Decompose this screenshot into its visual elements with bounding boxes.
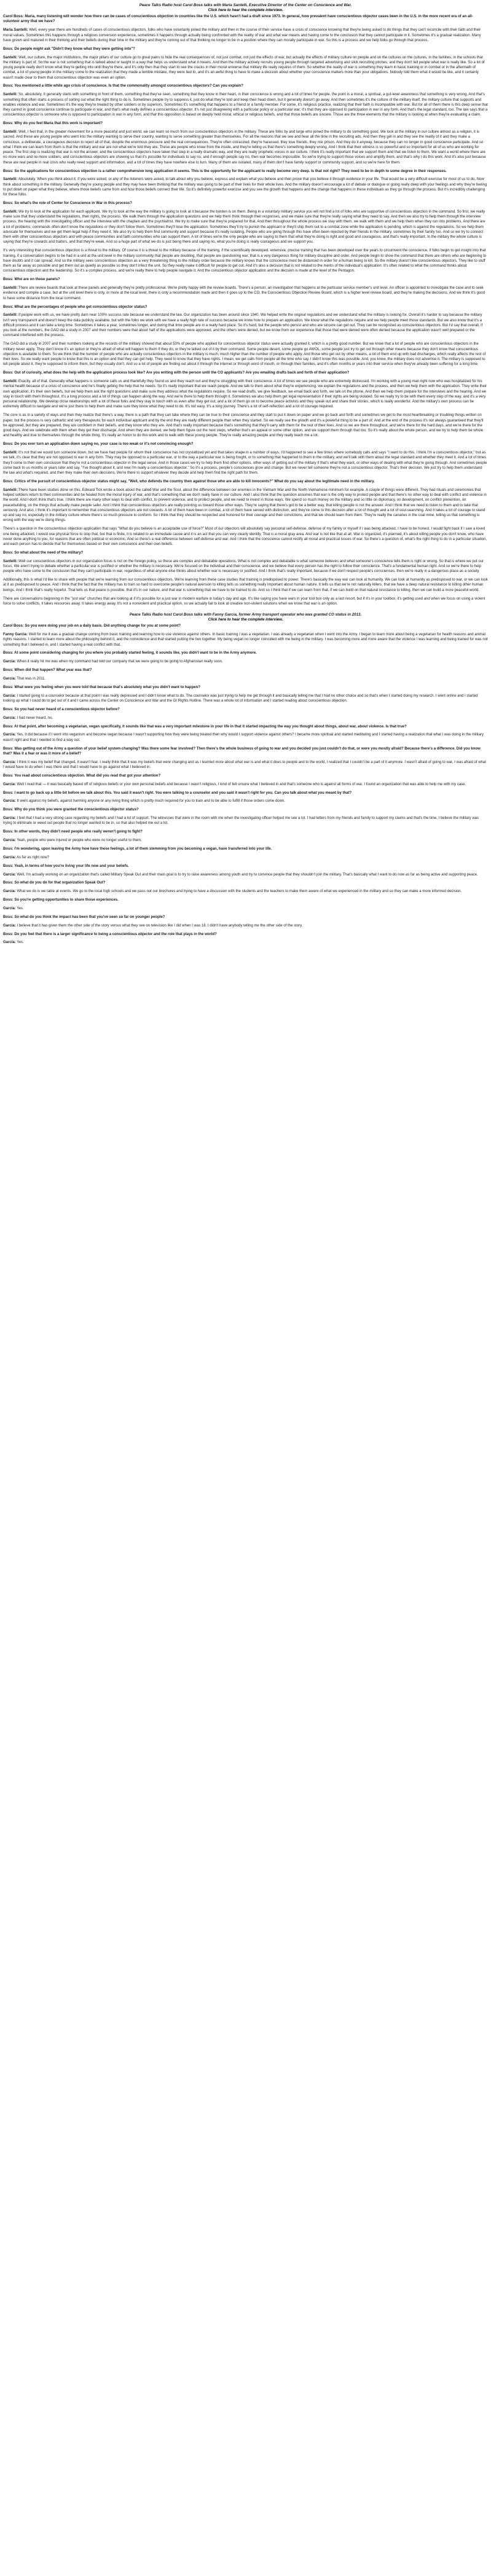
speaker-name: Boss: — [3, 442, 14, 447]
interviewer-question — [3, 651, 488, 656]
guest-answer — [3, 286, 488, 301]
paragraph-text: I had never heard, no. — [17, 716, 53, 720]
paragraph-text: In other words, they didn't need people who really weren't going to fight? — [14, 830, 143, 834]
speaker-name: Boss: — [3, 791, 14, 795]
paragraph-text: Why do you think you were granted the conscientious objector status? — [14, 808, 139, 812]
guest-answer — [3, 559, 488, 574]
speaker-name: Santelli: — [3, 286, 18, 291]
speaker-name: Boss: — [3, 550, 14, 555]
paragraph-text: There are review boards that look at these panels and generally they're pretty professional. We're pretty happy with the review boards. There's a person, an investigation that happens at the particular service member's unit level. An officer is appointed to investigate the case and to seek evidence and compile a case, but at the unit level there is only, or more at the local level, there is only a recommendation made and then it goes up to the CO, the Conscientious Objection Review Board, which is a higher level review board, and they're making the decisions. And we think it's good to have some distance from the local command. — [3, 286, 485, 300]
guest-answer — [3, 597, 488, 607]
speaker-name: Garcia: — [3, 890, 16, 894]
speaker-name: Boss: — [3, 746, 14, 751]
interviewer-question — [3, 915, 488, 920]
guest-answer — [3, 760, 488, 770]
speaker-name: Boss: — [3, 84, 14, 88]
interviewer-question — [3, 864, 488, 869]
guest-answer — [3, 732, 488, 743]
guest-answer — [3, 782, 488, 787]
paragraph-text: The GAO did a study in 2007 and their numbers looking at the records of the military showed that about 53% of people who applied for conscientious objector status were actually granted it, which is a pretty good number. But we know that a lot of people who are conscientious objectors in the military never apply. They don't know it's an option or they're afraid of what will happen to them if they do, or they're talked out of it by their command. Some people desert, some people go AWOL, some people just try to get out through other means because they don't know that conscientious objection is available to them. So we think that the number of people who are actually conscientious objectors in the military is much, much higher than the number of people who apply. And those who get out by other means, a lot of them end up with bad discharges, which really affects the rest of their lives. So we really want people to know that this is an option and that they can get help. They need to know that they have rights. I mean, we get calls from people all the time who say, I didn't know this was possible. And, you know, the military does not advertise it. The military is supposed to tell people about it, they're supposed to inform them, but they usually don't. And so a lot of people are finding out about it through the internet or through word of mouth, or through their families, and it's often months or years into their service when they've already been suffering for a long time. — [3, 342, 486, 367]
paragraph-text: What we do is we table at events. We go to the local high schools and we pass out our brochures and trying to have a discussion with the students and the teachers to make them aware of what we experienced in the military and so they can make a more informed decision. — [17, 890, 462, 894]
speaker-name: Boss: — [3, 371, 14, 375]
guest-answer — [3, 379, 488, 410]
paragraph-text: If people work with us, we have pretty darn near 100% success rate because we understand the law. Our organization has been around since 1940. We helped write the original regulations and we understand what the military is looking for. Overall it's harder to say because the military isn't very transparent and doesn't keep the data publicly available, but with the folks we work with we have a really high rate of success because we know how to prepare an application. We know what the regulations require and we help people meet those standards. But we also know that it's a difficult process and it can take a long time. Sometimes it takes a year, sometimes longer, and during that time people are in a really hard place. So it's hard, but the people who persist and who are sincere can get out. They can be recognized as conscientious objectors. But I'd say that overall, if you look at the numbers, the GAO did a study in 2007 and their numbers were that about half of the applications were approved, and the others were denied, but we know from our experience that those that were denied were often denied because the application wasn't well prepared or the command interfered with the process. — [3, 313, 483, 338]
section-title: Peace Talks Radio host Carol Boss talks with Fanny Garcia, former Army transport operator who was granted CO status in 2013. — [129, 613, 362, 617]
interview-section-garcia — [3, 613, 488, 945]
speaker-name: Boss: — [3, 651, 14, 656]
speaker-name: Garcia: — [3, 716, 16, 720]
speaker-name: Garcia: — [3, 839, 16, 843]
speaker-name: Garcia: — [3, 907, 16, 911]
paragraph-text: What were you feeling when you were told that because that's absolutely what you didn't want to happen? — [14, 685, 200, 689]
interview-section-santelli — [3, 3, 488, 606]
guest-answer — [3, 209, 488, 245]
paragraph-text: Why do you feel Maria that this work is important? — [14, 122, 103, 126]
speaker-name: Santelli: — [3, 55, 18, 60]
interviewer-question — [3, 847, 488, 851]
paragraph-text: When it really hit me was when my command had told our company that we were going to be going to Afghanistan really soon. — [17, 660, 223, 664]
guest-answer — [3, 55, 488, 80]
speaker-name: Santelli: — [3, 130, 18, 135]
paragraph-text: Absolutely. When you think about it, if you were asked, or any of the listeners were asked, to talk about why you believe, express and explain what you believe and then prove that you believe it through evidence in your life. That would be a very difficult exercise for most of us to do. Now think about something in the military. Generally they're young people and they may have been thinking that the military was going to be part of their lives for their whole lives. And the military doesn't encourage a lot of debate or dialogue or going really deep with your feelings and why they're feeling to put down on paper what they believe, where those beliefs came from and how those beliefs connect their life. So it's definitely powerful exercise and you see the growth that happens and the change that happens in these individuals as they go through the process. But it's incredibly challenging for these folks. — [3, 178, 487, 197]
paragraph-text: At some point considering changing for you where you probably started feeling, it sounds like, you didn't want to be in the Army anymore. — [14, 651, 257, 656]
paragraph-text: So, absolutely. It generally starts with something in front of them, something that they've seen, something that they know in their heart, in their conscience is wrong and a lot of times for people, the point is a moral, a spiritual, a gut-level awareness that something is very wrong. And that's something that often starts a process of sorting out what the right thing to do is. Sometimes people try to suppress it, just do what they're told and keep their head down, but it generally doesn't go away. And then sometimes it's the culture of the military itself, the military culture that supports and enables violence and war. Sometimes it's the way they're treated by other soldiers or by superiors. Sometimes it's something that happens to a friend or a family member. For some, it's religious practice, realizing that their faith is incompatible with war. But for all of them there is this deep sense that they cannot in good conscience continue to participate in war, and that's what really defines a conscientious objector. It's not just disagreeing with a particular policy or a particular war; it's that they are opposed to participation in war in any form. And that's the legal standard, too. The law says that a conscientious objector is someone who is opposed to participation in war in any form, and that this opposition is based on deeply held moral, ethical or religious beliefs, and that those beliefs are sincere. Those are the three elements that the military is looking at when they're evaluating a claim. — [3, 93, 488, 117]
speaker-name: Boss: — [3, 668, 14, 673]
interviewer-question — [3, 121, 488, 126]
paragraph-text: So you were doing your job on a daily basis. Did anything change for you at some point? — [25, 624, 181, 628]
guest-answer — [3, 577, 488, 593]
speaker-name: Santelli: — [3, 559, 18, 563]
speaker-name: Santelli: — [3, 313, 18, 318]
speaker-name: Garcia: — [3, 923, 16, 928]
speaker-name: Garcia: — [3, 782, 16, 786]
speaker-name: Boss: — [3, 915, 14, 919]
guest-answer — [3, 248, 488, 273]
guest-answer — [3, 177, 488, 197]
guest-answer — [3, 488, 488, 523]
guest-answer — [3, 940, 488, 945]
paragraph-text: Well, I feel that, in the greater movement for a more peaceful and just world, we can learn so much from our conscientious objectors in the military. These are folks by and large who joined the military to do something good. We look at the military in our culture almost as a religion, it is sacred. And these are young people who went into the military wanting to serve their country, wanting to serve something greater than themselves. For all the reasons that we see and hear all the time in the recruiting ads. And then they get in and they see the reality of it and they make a conscious, a deliberate, a courageous decision to reject all of that, despite the enormous pressure and the real consequences. They're often ostracized, they're harassed, they lose friends, they risk prison. And they do it anyway, because they can no longer in good conscience participate. And so what I think we can learn from them is that the military and war are not what we're told they are. These are people who know from the inside, and they're telling us that there's something deeply wrong. And I think that their witness is so powerful and so important for all of us who are working for peace. The first step is realizing that war is not the answer, and the conscientious objectors have taken that step in a really dramatic way, and they are really prophetic voices in our culture. I think it's really important that we support them and that we listen to them. We want a world where there are no more wars and no more soldiers, and conscientious objectors are showing us that it's possible for individuals to say no, and if enough people say no, then war becomes impossible. So we're trying to support those voices and amplify them, and that's why I do this work. And it's also just because these are real people in real crisis who really need support and information, and a lot of times they have nowhere else to turn. Many of them are isolated, many of them don't have family support or community support, and so we're here for them. — [3, 130, 486, 165]
speaker-name: Santelli: — [3, 93, 18, 97]
interviewer-question — [3, 932, 488, 937]
speaker-name: Boss: — [3, 202, 14, 206]
guest-answer — [3, 838, 488, 843]
paragraph-text: Maria, many listening will wonder how there can be cases of conscientious objection in countries like the U.S. which hasn't had a draft since 1973. In general, how prevalent have conscientious objector cases been in the U.S. in the more recent era of an all-volunteer army that we have? — [3, 15, 473, 24]
interviewer-question — [3, 668, 488, 673]
interviewer-question — [3, 84, 488, 88]
guest-answer — [3, 676, 488, 681]
speaker-name: Boss: — [3, 830, 14, 834]
paragraph-text: Exactly, all of that. Generally what happens is someone calls us and thankfully they found us and they reach out and they're struggling with their conscience. A lot of times we see people who are extremely distressed. I'm working with a young man right now who was hospitalized for his mental health because of a crisis of conscience and he's finally getting the help that he needs. So it's really important that we reach people. And we talk to them about what they're experiencing, we explain the regulations and the process, and then we help them with the application. They write their own application, it's their own beliefs, but we help them ask the right questions and make sure they address what the regulations require. So we read drafts, we give feedback, we email back and forth, we talk on the phone. And then we help them prepare for the interviews and the hearing. And we stay in touch with them throughout. It's a long process and a lot of things can happen along the way. And we're there to help them through it. Sometimes we also help them get legal representation if their rights are being violated. So we really try to be with them every step of the way, and it's a very personal relationship. We develop close relationships with a lot of these folks and they stay in touch with us even after they get out, and a lot of them go on to become peace activists and they speak out and share their stories, which is really wonderful. And the military's own process can be extremely difficult to navigate and we're just there to help them and make sure they know what they need to do. It's not easy. It's a long journey. There's a lot of self-reflection and a lot of courage required. — [3, 380, 487, 409]
paragraph-text: When did that happen? What year was that? — [14, 668, 92, 673]
paragraph-text: We try to look at the application for each applicant. We try to look at the way the military is going to look at it because the burden is on them. Being in a voluntary military service you will not find a lot of folks who are supportive of conscientious objection in the command. So first, we really make sure that they understand the regulations, their rights, the process. We walk them through the application questions and we help them think through their responses, and we make sure that they're really saying what they need to say. And then we also try to help them through the interview process, the hearing with the investigating officer and the interview with the chaplain and the psychiatrist. We try to make sure that they're prepared for that. And then throughout the whole process we stay with them, we walk with them and we help them when they run into problems. And there are a lot of problems; commands often don't know the regulations or they don't follow them. Sometimes they'll lose the application. Sometimes they'll try to punish the applicant or they'll ship them out to a combat zone while the application is pending, which is against the regulations. So we help them advocate for themselves and we get them legal help if they need it. We also try to help them find community and support because it's really isolating. People who are going through this have often been rejected by their friends in the military, sometimes by their family too. And so we try to connect them with other conscientious objectors and with peace communities and faith communities who can support them. A lot of times we're the only people who are saying to them that what they're doing is right and good and courageous, and that's really important. In the military the whole culture is saying that they're cowards and traitors, and that they're weak. And so a huge part of what we do is just being there and saying no, what you're doing is really courageous and we support you. — [3, 209, 485, 245]
speaker-name: Santelli: — [3, 488, 18, 492]
paragraph-text: So what do you do for that organization Speak Out? — [14, 881, 106, 885]
section-header — [3, 613, 488, 622]
paragraph-text: Yes, it did because if I went into veganism and become vegan because I wasn't supporting how they were being treated then why would I support violence against others? I became more spiritual and started meditating and I started having a realization that what I was doing in the military wasn't right and that I needed to find a way out. — [3, 733, 484, 742]
speaker-name: Garcia: — [3, 872, 16, 877]
guest-answer — [3, 413, 488, 438]
speaker-name: Boss: — [3, 707, 14, 711]
paragraph-text: I feel that I had a very strong case regarding my beliefs and I had a lot of support. The witnesses that were in the room with me when the investigating officer helped me see a lot. I had letters from my friends and family to support my claims and that's the time, I believe the military was trying to eliminate or weed out people that no longer wanted to be in, so that also helped me out a lot. — [3, 816, 479, 826]
interviewer-question — [3, 370, 488, 375]
paragraph-text: It's very interesting that conscientious objection is a threat to the military. Of course it is a threat to the military because of the training, if the scientifically developed, extensive, precise training that has been developed over the years to circumvent the conscience, if folks begin to get insight into that training, if a conversation begins to be had in a unit at the unit level in the military community that people are doubting, that people are questioning war, that is a very dangerous thing for military discipline and order. And people begin to show the command that there are others who are beginning to have doubts and it can spread. And so the military sees conscientious objection as a very threatening thing to the military order because the military knows that the conscience must be distanced in order for a human being to kill. So the military doesn't like conscientious objectors. They like to stuff them as far away as possible and get them out as quietly as possible so they don't infect the unit. So they really make it difficult for people to get out. And it's also a decision that is not related to the merits of the individual's application. It's often related to what the command thinks about conscientious objection and the leadership. So it's a complex process, and we're really there to help people navigate it. And the conscientious objector application and the decision is made at the level of the Pentagon. — [3, 249, 487, 273]
guest-answer — [3, 92, 488, 117]
speaker-name: Fanny Garcia: — [3, 633, 28, 637]
interviewer-question — [3, 791, 488, 796]
interviewer-question — [3, 277, 488, 282]
paragraph-text: Do you feel that there is a larger significance to being a conscientious objector and the role that plays in the world? — [14, 932, 217, 936]
paragraph-text: Yes. — [17, 907, 24, 911]
interviewer-question — [3, 898, 488, 902]
guest-answer — [3, 872, 488, 877]
interviewer-question — [3, 807, 488, 812]
paragraph-text: That was in 2011. — [17, 677, 46, 681]
paragraph-text: You mentioned a little while ago crisis of conscience. Is that the commonality amongst conscientious objectors? Can you explain? — [14, 84, 243, 88]
paragraph-text: Yeah, in terms of how you're living your life now and your beliefs. — [14, 864, 129, 868]
hear-interview-link[interactable]: Click here to hear the complete interview. — [208, 617, 283, 622]
paragraph-text: I started going to a counselor because at that point I was really depressed and I didn't know what to do. The counselor was just trying to help me get through it and basically telling me that I had no other choice and so that's when I started doing my research. I went online and I started looking up what I could do to get out of it and I came across the Center on Conscience and War and the GI Rights Hotline. There was a whole lot of information and I started reading about conscientious objection. — [3, 694, 478, 703]
guest-answer — [3, 450, 488, 476]
paragraph-text: Well for me it was a gradual change coming from basic training and learning how to use violence against others. In basic training I was a vegetarian. I was already a vegetarian when I went into the Army. I began to learn more about being a vegetarian for health reasons and animal rights reasons. I started to learn more about the philosophy behind it, and the nonviolence and that started putting the two together. My being vegan no longer coincided with me being in the military. I was becoming more and more aware that the violence I was learning and being trained for was not something that I believed in, and I started having a real conflict with that. — [3, 633, 488, 647]
speaker-name: Santelli: — [3, 380, 18, 384]
paragraph-text: Do people might ask "Didn't they know what they were getting into"? — [14, 47, 135, 51]
paragraph-text: So you had never heard of a conscientious objector before? — [14, 707, 120, 711]
speaker-name: Maria Santelli: — [3, 28, 28, 33]
paragraph-text: Critics of the pursuit of conscientious objector status might say, "Well, who defends the country then against those who are able to kill innocents?" What do you say about the legitimate need in the military. — [14, 479, 375, 483]
guest-answer — [3, 855, 488, 860]
speaker-name: Santelli: — [3, 209, 18, 214]
speaker-name: Boss: — [3, 169, 14, 173]
interviewer-question — [3, 47, 488, 52]
speaker-name: Boss: — [3, 724, 14, 729]
speaker-name: Santelli: — [3, 178, 18, 182]
interviewer-question — [3, 305, 488, 310]
speaker-name: Boss: — [3, 305, 14, 309]
interviewer-question — [3, 724, 488, 729]
interviewer-question — [3, 773, 488, 778]
hear-interview-link[interactable]: Click here to hear the complete interview. — [208, 8, 283, 13]
paragraph-text: Additionally, this is what I'd like to share with people that we're learning from our conscientious objectors. We're learning from these case studies that training is predisposed to power. There's basically the way war can look at humanity. We can look at humanity as predisposed to war, or we can look at it as predisposed to peace. And I think that the fact that the military has to train so hard to overcome people's natural aversion to killing tells us something really important about human nature. It tells us that we're not naturally killers, that we have a deep natural resistance to killing other human beings. And I think that's really hopeful. That tells us that peace is possible, that it's in our nature, and that war is something that we have to be trained to do. And so I think that if we can learn from that, if we can build on that natural resistance to killing, then we can build a more peaceful world. — [3, 578, 488, 592]
speaker-name: Boss: — [3, 898, 14, 902]
interviewer-question — [3, 746, 488, 757]
interviewer-question — [3, 624, 488, 628]
guest-answer — [3, 816, 488, 826]
speaker-name: Boss: — [3, 864, 14, 868]
guest-answer — [3, 313, 488, 338]
interviewer-question — [3, 442, 488, 447]
paragraph-text: Do you ever turn an application down saying no, your case is too weak or it's not convincing enough? — [14, 442, 194, 447]
paragraph-text: So you're getting opportunities to share those experiences. — [14, 898, 119, 902]
guest-answer — [3, 28, 488, 43]
interviewer-question — [3, 829, 488, 834]
speaker-name: Boss: — [3, 932, 14, 936]
speaker-name: Boss: — [3, 479, 14, 483]
interviewer-question — [3, 14, 488, 25]
speaker-name: Garcia: — [3, 855, 16, 859]
speaker-name: Carol Boss: — [3, 624, 24, 628]
paragraph-text: There's a question in the conscientious objection application that says "What do you believe is an acceptable use of force?" Most of our objectors will absolutely say personal self-defense, defense of my family or myself if I was being attacked, I have to be honest, I would fight back if I saw a loved one being attacked, I would use physical force to stop that, but that is finite, it is related to an immediate cause and it is an act that you can very clearly identify. That is a moral gray area. And war is not like that at all. War is organized, it's planned, it's about killing people you don't know, who have never done anything to you, for reasons that are often political or economic. And so there's a real difference between self-defense and war. And I think that the conscience cannot rectify all moral and practical issues of war. So there's a question of, what's the right thing to do in a particular situation, and each person has to decide that for themselves based on their own conscience and their own beliefs. — [3, 527, 487, 547]
transcript-page — [0, 0, 491, 957]
paragraph-text: I want to go back up a little bit before we talk about this. You said it wasn't right. You were talking to a counselor and you said it wasn't right for you. Can you talk about what you meant by that? — [14, 791, 352, 795]
paragraph-text: Yes. — [17, 941, 24, 945]
speaker-name: Boss: — [3, 122, 14, 126]
interviewer-question — [3, 880, 488, 885]
paragraph-text: What are the percentages of people who get conscientious objector status? — [14, 305, 147, 309]
paragraph-text: So the applications for conscientious objection is a rather comprehensive long application it seems. This is the opportunity for the applicant to really become very deep. Is that not right? They need to be in depth to some degree in their responses. — [14, 169, 447, 173]
paragraph-text: You read about conscientious objection. What did you read that got your attention? — [14, 773, 161, 778]
transcript-body — [3, 14, 488, 606]
guest-answer — [3, 906, 488, 911]
guest-answer — [3, 527, 488, 547]
paragraph-text: As far as right now? — [17, 855, 50, 859]
paragraph-text: Well our conscientious objectors in our organization focus is not on the foreign policy, so these are complex and debatable operations. What is not complex and debatable is what someone believes and what someone's conscience tells them is right or wrong. So that is where we put our focus. We aren't trying to debate whether a particular war is justified or whether the military is necessary. We're focused on the individual and their conscience, and we believe that every person has the right to follow their conscience. That's a fundamental human right. And so we're there to help people who have come to the conclusion that they can't participate in war, regardless of what anyone else thinks about whether war is necessary or justified. And I think that's really important, because if we don't respect people's consciences, then we're really in a dangerous place as a society. — [3, 559, 484, 574]
guest-answer — [3, 923, 488, 928]
interviewer-question — [3, 685, 488, 690]
guest-answer — [3, 799, 488, 804]
section-title: Peace Talks Radio host Carol Boss talks with Maria Santelli, Executive Director of the Center on Conscience and War. — [139, 3, 352, 7]
paragraph-text: It's not that we would turn someone down, but we have had people for whom their conscience has not crystallized yet and that takes shape in a number of ways. I'd happened to see a few times where somebody calls and says "I want to do this, I think I'm a conscientious objector," but as we talk, it's clear that they are not opposed to war in any form. They may be opposed to a particular war, or to the way a particular war is being fought, or to something that happened to them in the military, and we'll talk with them about the legal standard and whether they meet it. And a lot of times they'll come to their own conclusion that they're not a conscientious objector in the legal sense. And in those cases we try to help them find other options, other ways of getting out of the military if that's what they want, or other ways of dealing with what they're going through. And sometimes people come back to us months or years later and say, "I've thought about it, and now I'm really a conscientious objector." So it's a process, people's consciences grow and change. But we never tell someone they're not a conscientious objector. That's their decision. We just try to help them understand the law and what's required, and then they make their own decisions. We're there to support whatever they decide and help them find the right path for them. — [3, 451, 487, 476]
speaker-name: Boss: — [3, 847, 14, 851]
transcript-body — [3, 624, 488, 945]
paragraph-text: Yeah, people who were injured or people who were no longer useful to them. — [17, 839, 142, 843]
speaker-name: Boss: — [3, 881, 14, 885]
speaker-name: Carol Boss: — [3, 15, 24, 19]
paragraph-text: I'm wondering, upon leaving the Army how have these feelings, a lot of them stemming from you becoming a vegan, have transferred into your life. — [14, 847, 272, 851]
paragraph-text: There have been studies done on this. Edward Tick wrote a book about the called War and the Soul, about the difference between our enemies in the Vietnam War and the North Vietnamese minimum for example. A couple of things were different. They had rituals and ceremonies that helped soldiers return to their communities and be healed from the moral injury of war, and that's something that we don't really have in our culture. And I also think that the question assumes that war is the only way to protect people and that there's no other way to deal with conflict and violence in the world. And I don't think that's true. I think there are many other ways to deal with conflict, to prevent violence, and to protect people, and we need to invest in those ways. We spend so much money on the military and so little on diplomacy, on development, on conflict prevention, on peacebuilding, on the things that actually make people safer. And I think that conscientious objectors are really pointing us toward those other ways. They're saying that there's got to be a better way, that killing people is not the answer. And I think that we need to listen to them and to take that seriously. And also, I think it's important to remember that conscientious objectors are not cowards. A lot of them have been in combat, a lot of them have served with distinction, and they've come to this decision after a lot of thought and a lot of soul-searching. And it takes a lot of courage to stand up and say no, especially in the military culture where there's so much pressure to conform. So I think that they should be respected and honored for their courage and their convictions, and that we should learn from them. They're really the canaries in the coal mine, telling us that something is wrong with the way we're doing things. — [3, 488, 487, 523]
paragraph-text: At that point, after becoming a vegetarian, vegan specifically, it sounds like that was a very important milestone in your life in that it started impacting the way you thought about things, about war, about violence. Is that true? — [14, 724, 407, 729]
paragraph-text: I think it was my belief that changed, it wasn't fear. I really think that it was my beliefs that were changing and as I learned more about what war is and what it does to people and to the world, I realized that I couldn't be a part of it anymore. I wasn't afraid of going to war, I was afraid of what I would have to do when I was there and that I would have to go against what I believed in. — [3, 760, 486, 769]
paragraph-text: Out of curiosity, what does the help with the application process look like? Are you writing with the person until the CO applicants? Are you emailing drafts back and forth of their application? — [14, 371, 350, 375]
guest-answer — [3, 659, 488, 664]
guest-answer — [3, 694, 488, 704]
paragraph-text: I believe that it has given them the other side of the story versus what they see on television like I did when I was 18. I didn't have anybody telling me the other side of the story. — [17, 923, 303, 928]
paragraph-text: Well, I'm actually working on an organization that's called Military Speak Out and their main goal is to try to raise awareness among youth and try to convince people that they shouldn't join the military. That's basically what I want to do now as far as being active and supporting peace. — [17, 872, 478, 877]
interviewer-question — [3, 201, 488, 206]
guest-answer — [3, 716, 488, 721]
speaker-name: Boss: — [3, 685, 14, 689]
paragraph-text: Well, our culture, the major institutions, the major pillars of our culture go to great pains to hide the real consequences of, not just combat, not just the effects of war, but actually the effects of military culture on people and on the cultures on the cultures, in the families, in the schools that the military is part of. So the war is not something that is talked about or taught in a way that helps us understand what it means. And then the military actively recruits young people through targeted advertising and slick recruiting pitches, and they don't tell people what war is really like. So a lot of young people really don't know what they're getting into until they're there, and it's only then that they start to see the cracks in their moral universe that military life really requires of them. So whether the reality of war is something they learn in basic training or in combat or in the aftermath of combat, a lot of young people in the military come to the realization that they made a terrible mistake, they were lied to, and it's an awful thing to have to make a decision about whether your conscience matters more than your obligations. Nobody told them what it would be like, and it certainly wasn't made clear to them that conscientious objection was even an option. — [3, 55, 485, 80]
speaker-name: Boss: — [3, 773, 14, 778]
speaker-name: Garcia: — [3, 677, 16, 681]
speaker-name: Boss: — [3, 808, 14, 812]
guest-answer — [3, 342, 488, 367]
guest-answer — [3, 889, 488, 894]
speaker-name: Garcia: — [3, 760, 16, 764]
paragraph-text: Who are on these panels? — [14, 278, 60, 282]
interviewer-question — [3, 550, 488, 555]
speaker-name: Garcia: — [3, 733, 16, 737]
paragraph-text: Well I read that — it was basically based off of religious beliefs or your own personal beliefs and because I wasn't religious, I kind of felt unsure what I believed in and that's someone who is against all forms of war. I found an organization that was able to help me with my case. — [17, 782, 466, 786]
speaker-name: Garcia: — [3, 799, 16, 804]
interviewer-question — [3, 479, 488, 484]
speaker-name: Garcia: — [3, 816, 16, 821]
paragraph-text: It went against my beliefs, against harming anyone or any living thing which is pretty much required for you to train and to be able to fulfill if those orders come down. — [17, 799, 285, 804]
speaker-name: Garcia: — [3, 941, 16, 945]
guest-answer — [3, 632, 488, 648]
interviewer-question — [3, 707, 488, 712]
speaker-name: Garcia: — [3, 694, 16, 698]
speaker-name: Garcia: — [3, 660, 16, 664]
guest-answer — [3, 130, 488, 165]
paragraph-text: There are conversations beginning in the "just war" churches that are looking at if it's possible for a just war in modern warfare in today's day and age. It's like saying you have wars in your tool box only as a last resort, but if it's in your toolbox, it's getting used and when we focus on using a violent force to solve conflicts, it takes resources away. It takes energy away. It's not a nonviolent and practical option, so we actually fail to look at creative non-violent solutions when we know that war is an option. — [3, 597, 485, 606]
paragraph-text: So what about the need of the military? — [14, 550, 84, 555]
speaker-name: Boss: — [3, 278, 14, 282]
section-header — [3, 3, 488, 13]
speaker-name: Boss: — [3, 47, 14, 51]
interviewer-question — [3, 169, 488, 174]
paragraph-text: Well, every year there are hundreds of cases of conscientious objectors, folks who have voluntarily joined the military and then in the course of their service have a crisis of conscience knowing that they're being asked to do things that they can't reconcile with their faith and their moral values. Sometimes this happens through a religious conversion experience, sometimes it happens through actually being confronted with the reality of war and what war means and having come to the conclusion that they cannot participate in it. Sometimes it's a gradual realization. Many have grown and matured in their thinking and their beliefs during their time in the military and they're coming out of that thinking no longer to be in a position where they can morally participate in war. So this is a process and we help folks go through that process. — [3, 28, 481, 42]
paragraph-text: So what's the role of Center for Conscience in War in this process? — [14, 202, 132, 206]
paragraph-text: Was getting out of the Army a question of your belief system changing? Was there some fear involved? Then there's the whole business of going to war and you decided you just couldn't do that, or were you mostly afraid? Because there's a difference. Did you know that? Was it a fear or was it more of a belief? — [3, 746, 481, 756]
paragraph-text: The core is as in a variety of ways and then they realize that there's a way, there is a path that they can take where they can be true to their conscience and they start to put it down on paper and we go back and forth and sometimes we get to the most heartbreaking or troubling things written on paper, but the process is very cathartic and very therapeutic for each individual applicant and by the end they are really different people than when they started. So we really see the growth and it's a powerful thing to be a part of. And at the end of the process it's not always guaranteed that they'll be approved, but they are prepared, they are confident in their beliefs, and they know who they are. And that's really important because that's something that they'll carry with them for the rest of their lives. And so we are there throughout, and we're there for the hard days, and we're there for the good days. And we celebrate with them when they get their discharge. And when they are denied, we help them figure out the next steps, whether that's an appeal or some other option, and we support them through that too. So it's really about the whole person, and we try to help them be whole and healthy and true to themselves through the whole thing. It's really an honor to do this work and to walk with these young people. They're really amazing people and they really teach me a lot. — [3, 413, 484, 438]
paragraph-text: So what do you think the impact has been that you've seen so far on younger people? — [14, 915, 165, 919]
speaker-name: Santelli: — [3, 451, 18, 455]
